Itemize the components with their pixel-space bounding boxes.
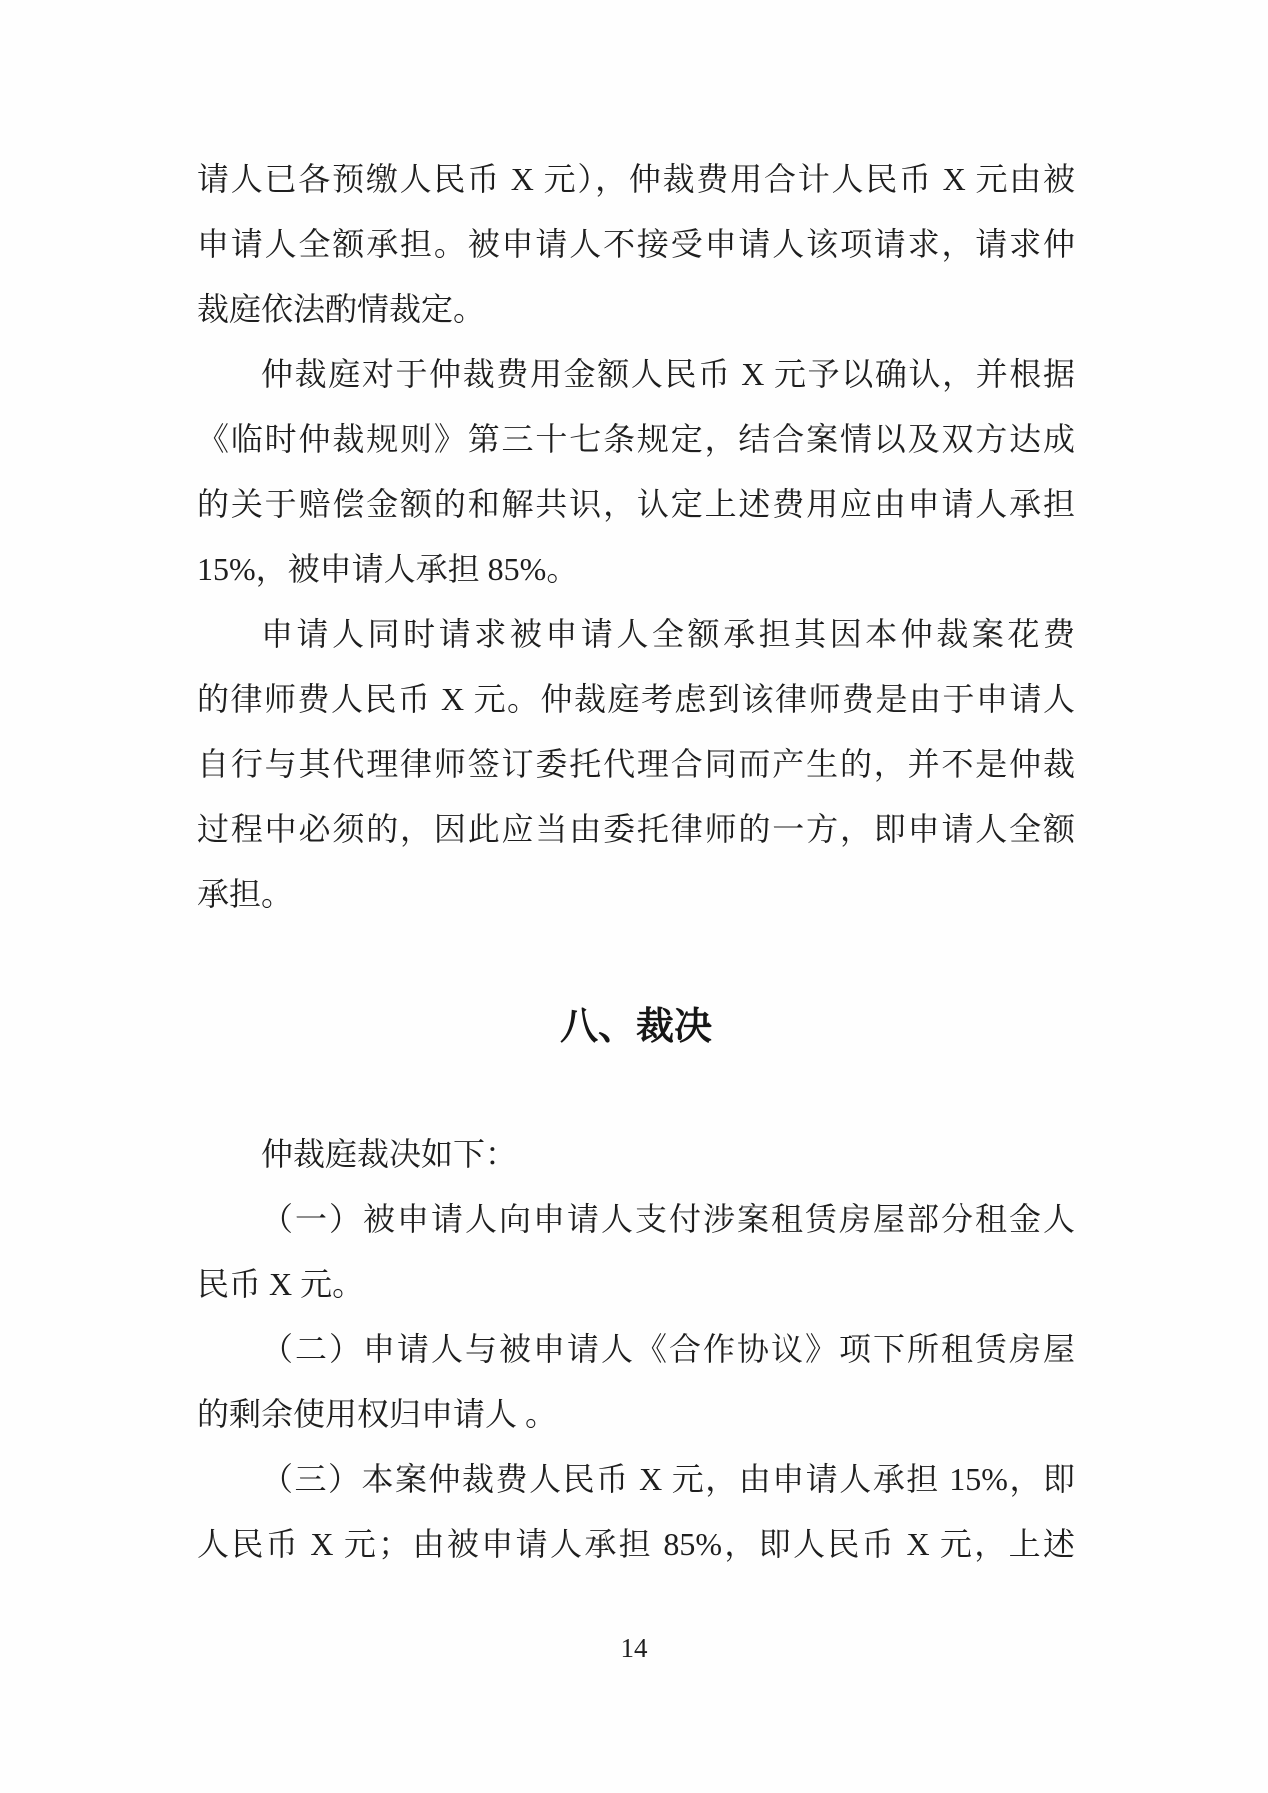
text-line: 过程中必须的，因此应当由委托律师的一方，即申请人全额 (197, 811, 1075, 847)
document-body (197, 147, 1075, 1577)
text-line: 《临时仲裁规则》第三十七条规定，结合案情以及双方达成 (197, 421, 1075, 457)
text-line: 仲裁庭对于仲裁费用金额人民币 X 元予以确认，并根据 (261, 356, 1075, 392)
text-line: 申请人全额承担。被申请人不接受申请人该项请求，请求仲 (197, 226, 1075, 262)
text-line: 承担。 (197, 876, 294, 912)
text-line: 自行与其代理律师签订委托代理合同而产生的，并不是仲裁 (197, 746, 1075, 782)
text-line: 的剩余使用权归申请人 。 (197, 1396, 558, 1432)
text-line: 人民币 X 元；由被申请人承担 85%，即人民币 X 元，上述 (197, 1526, 1075, 1562)
section-heading: 八、裁决 (559, 1006, 712, 1048)
page-number: 14 (620, 1633, 648, 1663)
text-line: 请人已各预缴人民币 X 元），仲裁费用合计人民币 X 元由被 (197, 161, 1075, 197)
text-line: 裁庭依法酌情裁定。 (197, 291, 486, 327)
text-line: 的关于赔偿金额的和解共识，认定上述费用应由申请人承担 (197, 486, 1075, 522)
text-line: 民币 X 元。 (197, 1266, 365, 1302)
text-line: 15%，被申请人承担 85%。 (197, 551, 579, 587)
text-line: 的律师费人民币 X 元。仲裁庭考虑到该律师费是由于申请人 (197, 681, 1075, 717)
text-line: （三）本案仲裁费人民币 X 元，由申请人承担 15%，即 (261, 1461, 1075, 1497)
text-line: （一）被申请人向申请人支付涉案租赁房屋部分租金人 (261, 1201, 1075, 1237)
text-line: 申请人同时请求被申请人全额承担其因本仲裁案花费 (261, 616, 1075, 652)
text-line: （二）申请人与被申请人《合作协议》项下所租赁房屋 (261, 1331, 1075, 1367)
text-line: 仲裁庭裁决如下： (261, 1136, 518, 1172)
